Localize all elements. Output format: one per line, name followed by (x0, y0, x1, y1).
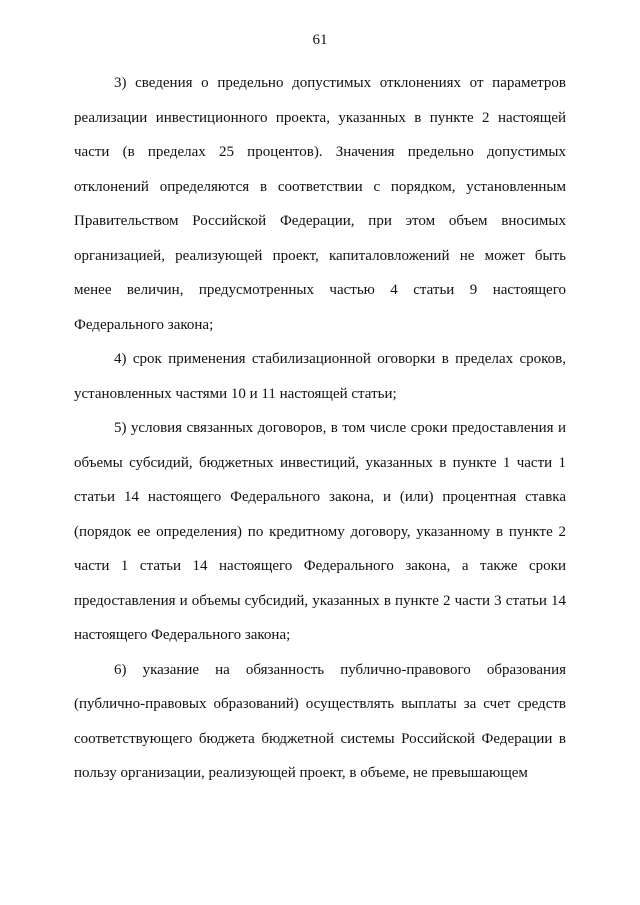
page-number: 61 (312, 32, 328, 48)
paragraph-item-4: 4) срок применения стабилизационной оговорки в пределах сроков, установленных частями 10 и 11 настоящей статьи; (74, 351, 566, 402)
paragraph-item-6: 6) указание на обязанность публично-правового образования (публично-правовых образований) осуществлять выплаты за счет средств соответствующего бюджета бюджетной системы Российской Федерации в пользу организации, реализующей проект, в объеме, не превышающем (74, 661, 566, 781)
document-body (74, 66, 566, 791)
paragraph-item-3: 3) сведения о предельно допустимых отклонениях от параметров реализации инвестиционного проекта, указанных в пункте 2 настоящей части (в пределах 25 процентов). Значения предельно допустимых отклонений определяются в соответствии с порядком, установленным Правительством Российской Федерации, при этом объем вносимых организацией, реализующей проект, капиталовложений не может быть менее величин, предусмотренных частью 4 статьи 9 настоящего Федерального закона; (74, 75, 566, 333)
paragraph-item-5: 5) условия связанных договоров, в том числе сроки предоставления и объемы субсидий, бюджетных инвестиций, указанных в пункте 1 части 1 статьи 14 настоящего Федерального закона, и (или) процентная ставка (порядок ее определения) по кредитному договору, указанному в пункте 2 части 1 статьи 14 настоящего Федерального закона, а также сроки предоставления и объемы субсидий, указанных в пункте 2 части 3 статьи 14 настоящего Федерального закона; (74, 420, 566, 643)
